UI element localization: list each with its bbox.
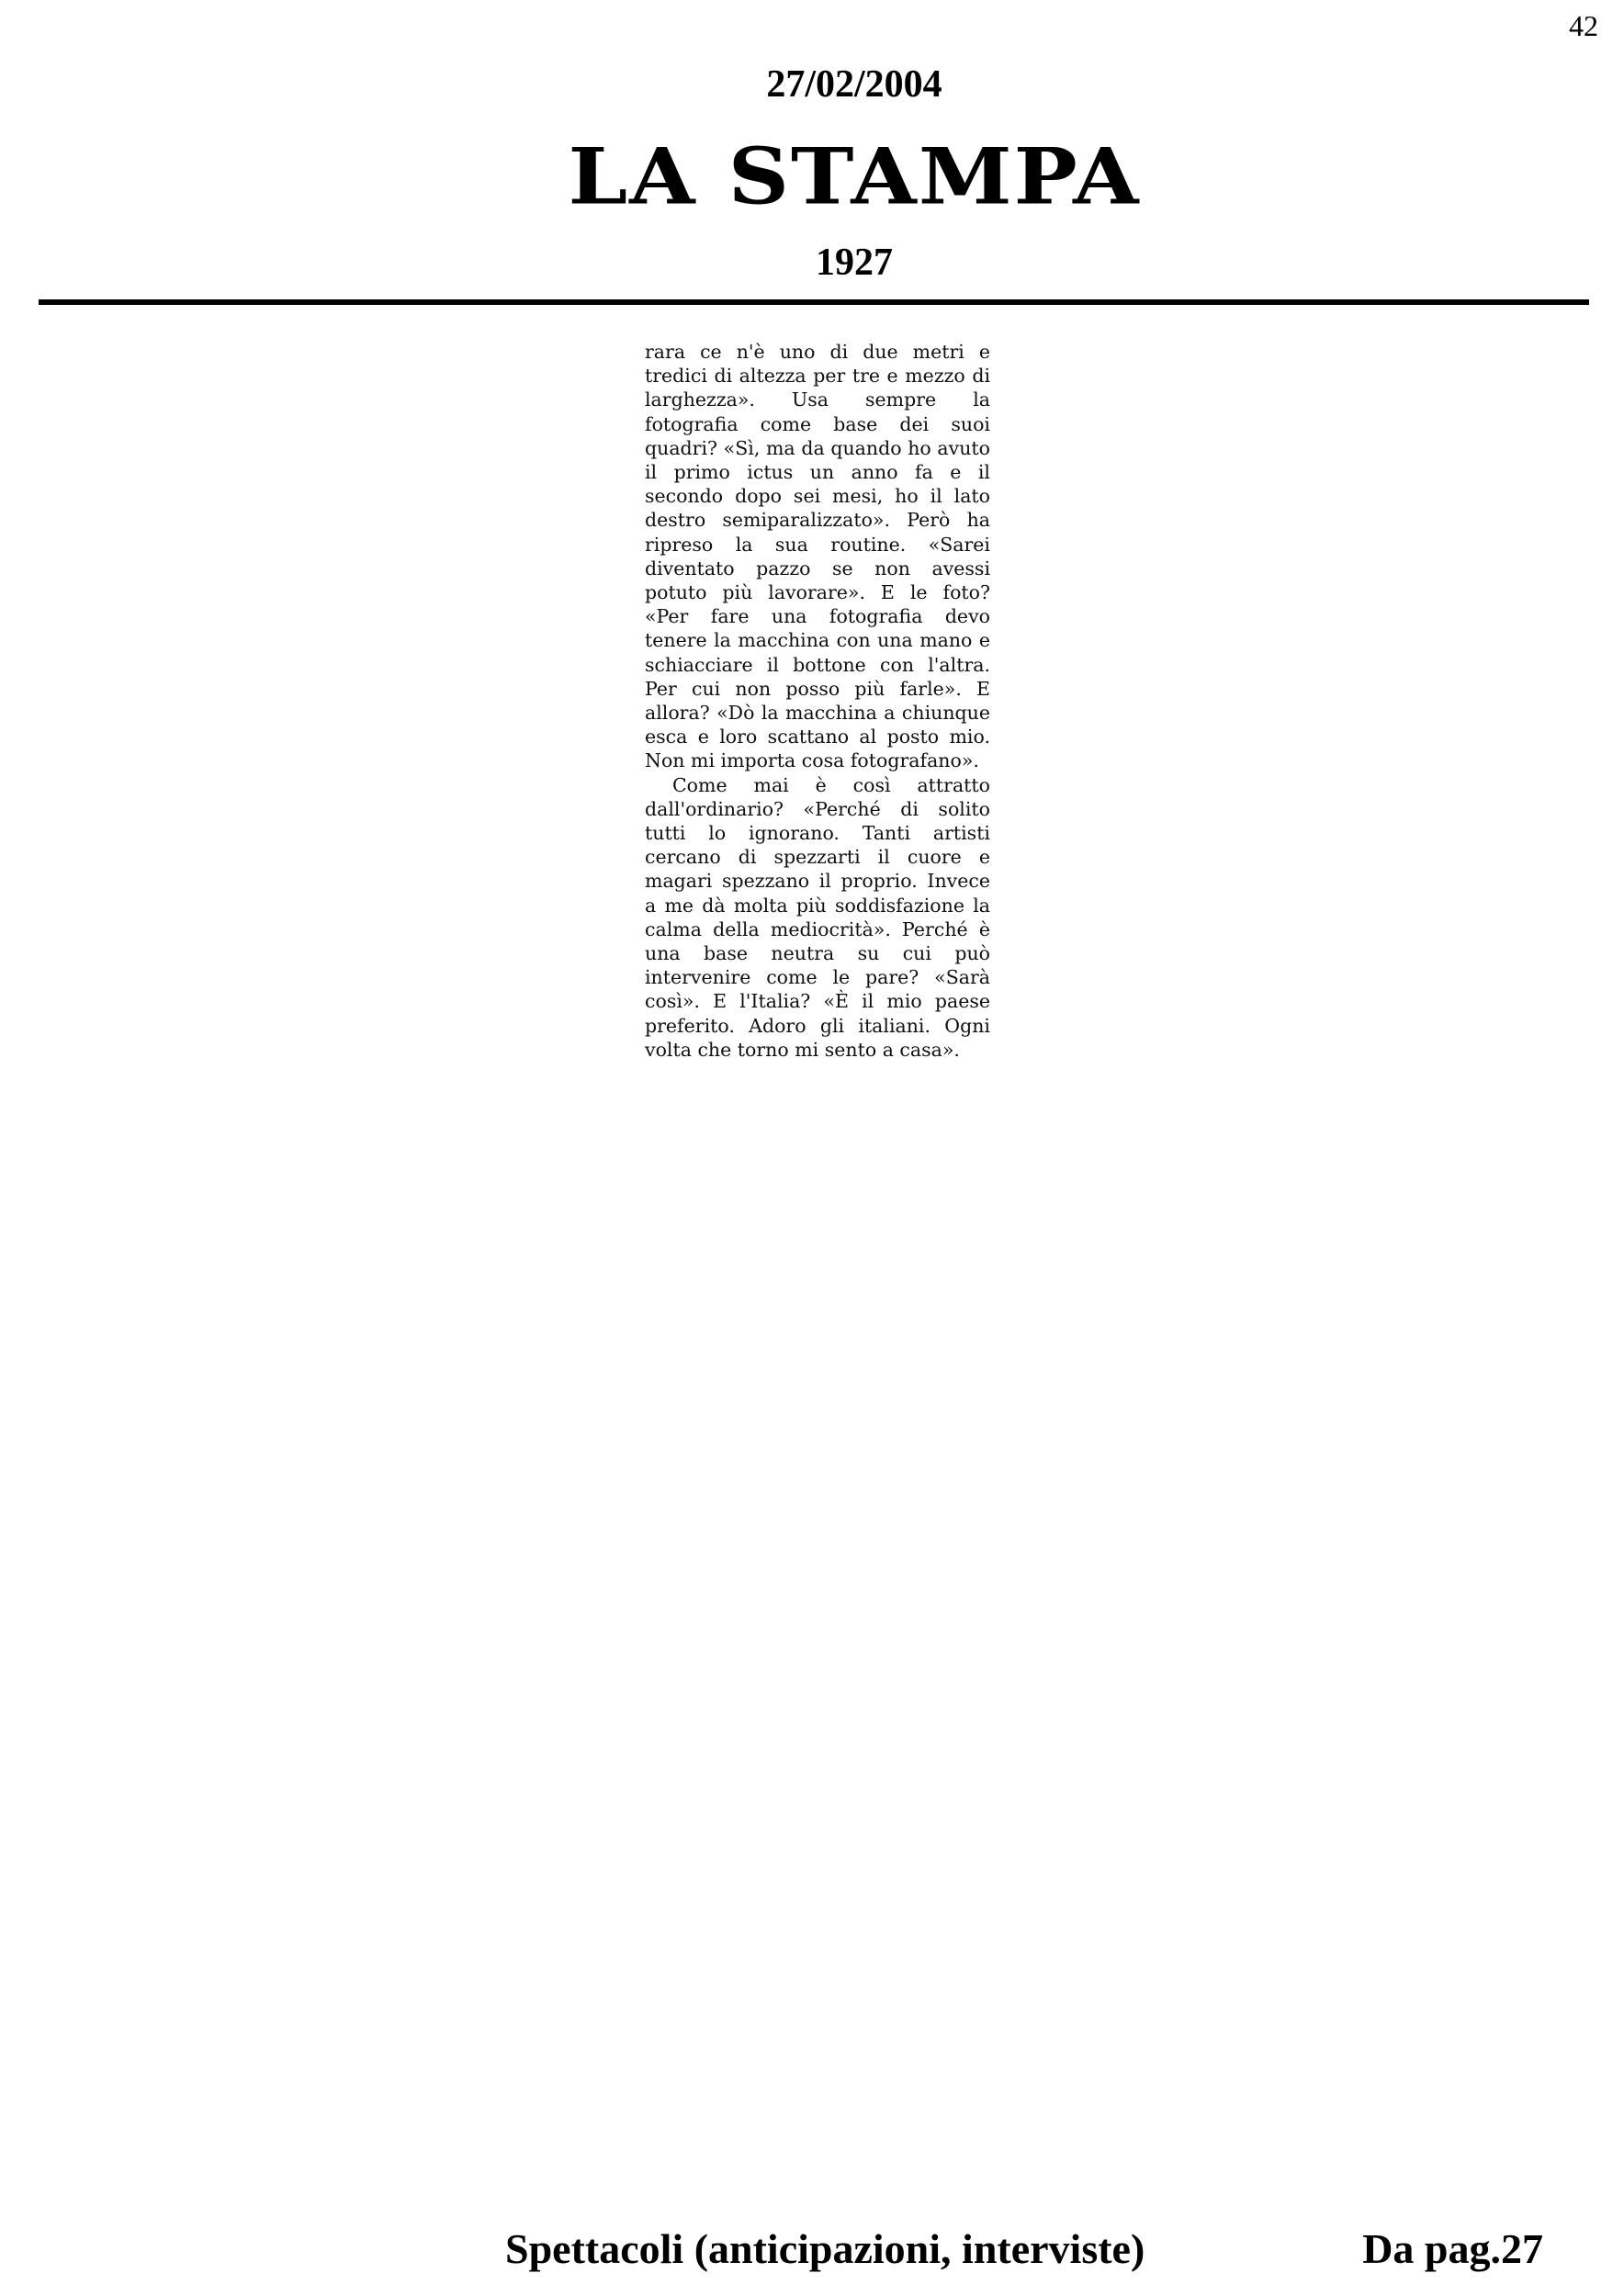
- footer-page-reference: Da pag.27: [1362, 2225, 1543, 2272]
- article-column: [645, 340, 990, 1062]
- publication-date: 27/02/2004: [766, 63, 942, 106]
- newspaper-masthead: LA STAMPA: [568, 130, 1141, 222]
- page-number: 42: [1569, 9, 1598, 42]
- article-paragraph: rara ce n'è uno di due metri e tredici di altezza per tre e mezzo di larghezza». Usa sempre la fotografia come base dei suoi quadri? «Sì, ma da quando ho avuto il primo ictus un anno fa e il secondo dopo sei mesi, ho il lato destro semiparalizzato». Però ha ripreso la sua routine. «Sarei diventato pazzo se non avessi potuto più lavorare». E le foto? «Per fare una fotografia devo tenere la macchina con una mano e schiacciare il bottone con l'altra. Per cui non posso più farle». E allora? «Dò la macchina a chiunque esca e loro scattano al posto mio. Non mi importa cosa fotografano».: [645, 341, 990, 772]
- header-divider: [39, 299, 1589, 305]
- footer-section-label: Spettacoli (anticipazioni, interviste): [505, 2225, 1145, 2272]
- article-paragraph: Come mai è così attratto dall'ordinario? «Perché di solito tutti lo ignorano. Tanti artisti cercano di spezzarti il cuore e magari spezzano il proprio. Invece a me dà molta più soddisfazione la calma della mediocrità». Perché è una base neutra su cui può intervenire come le pare? «Sarà così». E l'Italia? «È il mio paese preferito. Adoro gli italiani. Ogni volta che torno mi sento a casa».: [645, 773, 990, 1061]
- issue-number: 1927: [816, 242, 893, 284]
